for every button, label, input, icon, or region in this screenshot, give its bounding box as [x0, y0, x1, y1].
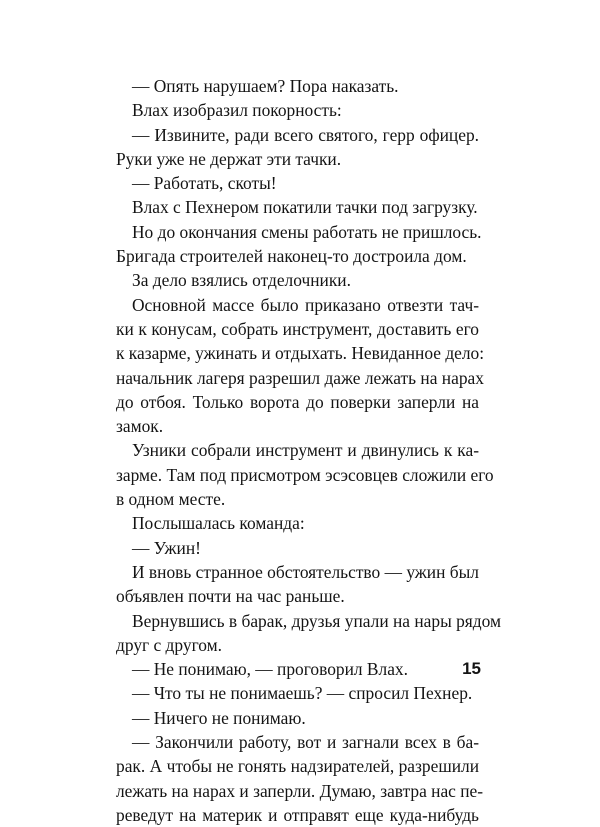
text-line: Влах изобразил покорность: [132, 100, 342, 121]
text-line: — Ужин! [132, 537, 201, 558]
text-line: ки к конусам, собрать инструмент, доставить его [116, 318, 479, 339]
paragraph [116, 220, 482, 269]
paragraph [116, 536, 479, 560]
text-line: друг с другом. [116, 634, 222, 655]
text-line: — Что ты не понимаешь? — спросил Пехнер. [132, 683, 473, 704]
text-line: Узники собрали инструмент и двинулись к ка- [132, 440, 479, 461]
text-line: Влах с Пехнером покатили тачки под загрузку. [132, 197, 478, 218]
text-line: начальник лагеря разрешил даже лежать на нарах [116, 367, 484, 388]
text-line: в одном месте. [116, 489, 226, 510]
paragraph [116, 511, 479, 535]
text-line: Вернувшись в барак, друзья упали на нары рядом [132, 610, 502, 631]
paragraph [116, 560, 479, 609]
text-line: до отбоя. Только ворота до поверки заперли на [116, 391, 479, 412]
paragraph [116, 98, 479, 122]
text-line: — Опять нарушаем? Пора наказать. [132, 76, 399, 96]
paragraph [116, 268, 479, 292]
text-line: реведут на материк и отправят еще куда-нибудь [116, 804, 479, 825]
paragraph [116, 730, 484, 827]
text-line: Бригада строителей наконец-то достроила дом. [116, 246, 467, 267]
paragraph [116, 171, 479, 195]
text-line: Но до окончания смены работать не пришлось. [132, 221, 482, 242]
text-line: Руки уже не держат эти тачки. [116, 148, 342, 169]
paragraph [116, 123, 479, 172]
text-line: Послышалась команда: [132, 513, 305, 534]
paragraph [116, 609, 502, 658]
text-line: лежать на нарах и заперли. Думаю, завтра нас пе- [116, 780, 484, 801]
paragraph [116, 195, 479, 219]
paragraph [116, 681, 479, 705]
text-line: Основной массе было приказано отвезти тач- [132, 294, 479, 315]
text-line: И вновь странное обстоятельство — ужин был [132, 561, 479, 582]
paragraph [116, 438, 494, 511]
paragraph [116, 74, 479, 98]
text-line: рак. А чтобы не гонять надзирателей, разрешили [116, 756, 479, 777]
text-line: — Работать, скоты! [132, 173, 277, 194]
text-line: — Ничего не понимаю. [132, 707, 306, 728]
text-line: замок. [116, 416, 164, 437]
paragraph [116, 657, 479, 681]
page-number: 15 [462, 659, 481, 678]
text-line: — Не понимаю, — проговорил Влах. [132, 659, 408, 680]
text-line: к казарме, ужинать и отдыхать. Невиданное дело: [116, 343, 485, 364]
text-line: зарме. Там под присмотром эсэсовцев сложили его [116, 464, 494, 485]
text-line: За дело взялись отделочники. [132, 270, 351, 291]
text-line: — Извините, ради всего святого, герр офицер. [132, 124, 479, 145]
text-line: объявлен почти на час раньше. [116, 586, 345, 607]
page-text [116, 74, 502, 827]
text-line: — Закончили работу, вот и загнали всех в ба- [132, 732, 479, 753]
paragraph [116, 706, 479, 730]
paragraph [116, 293, 485, 439]
